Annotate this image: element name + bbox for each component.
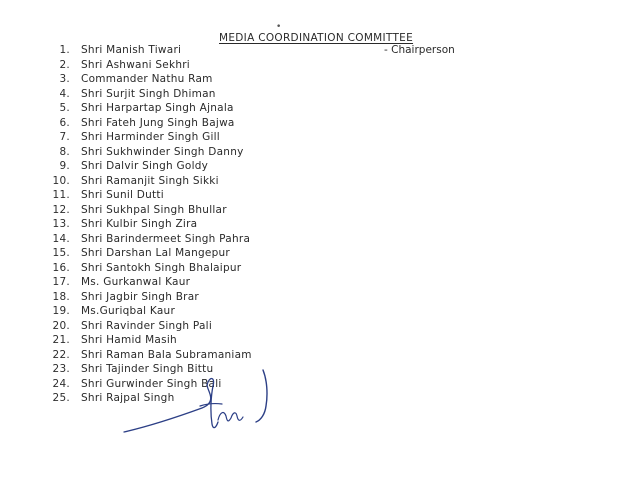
member-name: Shri Jagbir Singh Brar — [81, 290, 199, 303]
member-name: Shri Ravinder Singh Pali — [81, 319, 212, 332]
member-name: Shri Harminder Singh Gill — [81, 131, 220, 143]
list-item — [0, 290, 400, 305]
item-number: 4. — [59, 87, 70, 100]
item-number: 1. — [59, 44, 70, 56]
item-number: 9. — [59, 160, 70, 172]
item-number: 5. — [59, 102, 70, 114]
item-number: 18. — [52, 290, 70, 303]
signature-stroke — [256, 370, 267, 422]
item-number: 3. — [59, 73, 70, 85]
signature-stroke — [218, 413, 243, 421]
list-item — [0, 188, 400, 203]
list-item — [0, 261, 400, 276]
member-name: Shri Ashwani Sekhri — [81, 58, 190, 71]
item-number: 2. — [59, 58, 70, 71]
list-item — [0, 217, 400, 232]
member-name: Shri Fateh Jung Singh Bajwa — [81, 116, 235, 129]
member-name: Shri Sunil Dutti — [81, 189, 164, 201]
list-item — [0, 333, 400, 348]
member-list — [0, 43, 400, 406]
item-number: 13. — [52, 218, 70, 230]
list-item — [0, 304, 400, 319]
list-item — [0, 203, 400, 218]
item-number: 14. — [52, 232, 70, 245]
member-name: Shri Tajinder Singh Bittu — [81, 363, 214, 375]
item-number: 8. — [59, 145, 70, 158]
list-item — [0, 174, 400, 189]
member-name: Commander Nathu Ram — [81, 73, 213, 85]
member-name: Shri Ramanjit Singh Sikki — [81, 174, 219, 187]
item-number: 15. — [52, 247, 70, 259]
item-number: 24. — [52, 377, 70, 390]
handwritten-signature — [120, 366, 290, 436]
list-item — [0, 145, 400, 160]
list-item — [0, 116, 400, 131]
item-number: 7. — [59, 131, 70, 143]
member-name: Shri Surjit Singh Dhiman — [81, 87, 216, 100]
list-item — [0, 72, 400, 87]
item-number: 12. — [52, 203, 70, 216]
member-name: Shri Santokh Singh Bhalaipur — [81, 261, 242, 274]
list-item — [0, 275, 400, 290]
member-name: Shri Sukhpal Singh Bhullar — [81, 203, 227, 216]
list-item — [0, 159, 400, 174]
member-name: Shri Barindermeet Singh Pahra — [81, 232, 251, 245]
member-name: Shri Raman Bala Subramaniam — [81, 348, 252, 361]
item-number: 23. — [52, 363, 70, 375]
member-name: Shri Manish Tiwari — [81, 44, 182, 56]
member-name: Shri Darshan Lal Mangepur — [81, 247, 230, 259]
member-name: Shri Kulbir Singh Zira — [81, 218, 198, 230]
document-title: MEDIA COORDINATION COMMITTEE — [219, 32, 414, 44]
member-name: Shri Hamid Masih — [81, 334, 177, 346]
item-number: 16. — [52, 261, 70, 274]
list-item — [0, 246, 400, 261]
item-number: 10. — [52, 174, 70, 187]
list-item — [0, 348, 400, 363]
list-item — [0, 58, 400, 73]
item-number: 11. — [52, 189, 70, 201]
list-item — [0, 319, 400, 334]
list-item — [0, 130, 400, 145]
list-item — [0, 101, 400, 116]
member-name: Shri Harpartap Singh Ajnala — [81, 102, 234, 114]
item-number: 17. — [52, 276, 70, 288]
item-number: 22. — [52, 348, 70, 361]
item-number: 20. — [52, 319, 70, 332]
item-number: 25. — [52, 392, 70, 404]
member-name: Shri Gurwinder Singh Bali — [81, 377, 222, 390]
member-name: Ms. Gurkanwal Kaur — [81, 276, 191, 288]
member-name: Shri Dalvir Singh Goldy — [81, 160, 209, 172]
item-number: 21. — [52, 334, 70, 346]
item-number: 19. — [52, 305, 70, 317]
scan-speck: • — [276, 22, 282, 32]
list-item — [0, 232, 400, 247]
item-number: 6. — [59, 116, 70, 129]
member-name: Shri Sukhwinder Singh Danny — [81, 145, 244, 158]
chairperson-role: - Chairperson — [384, 44, 455, 56]
list-item — [0, 87, 400, 102]
member-name: Shri Rajpal Singh — [81, 392, 175, 404]
member-name: Ms.Guriqbal Kaur — [81, 305, 176, 317]
list-item — [0, 43, 400, 58]
